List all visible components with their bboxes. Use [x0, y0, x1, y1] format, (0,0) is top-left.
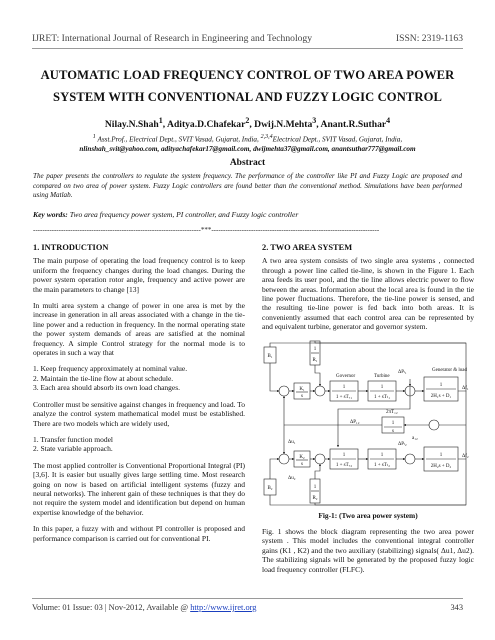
tur1-den: 1 + sTₜ₁ [373, 394, 391, 400]
two-area-paragraph-2: Fig. 1 shows the block diagram representing the two area power system . This model includes the conventional integral controller gains (K1 , K2) and the two auxiliary (stabilizing) signals( Δu1, Δu2). The stabilizing signals will be generated by the proposed fuzzy logic load frequency controller (FLFC). [262, 527, 474, 574]
issn: ISSN: 2319-1163 [395, 33, 463, 44]
author-2-sup: 2 [245, 116, 250, 125]
journal-name: IJRET: International Journal of Research in Engineering and Technology [32, 33, 313, 44]
df1-label: Δf₁ [462, 385, 469, 391]
author-3: Dwij.N.Mehta [254, 119, 313, 131]
author-list: Nilay.N.Shah$^1$, Aditya.D.Chafekar$^2$, Dwij.N.Mehta$^3$, Anant.R.Suthar$^4$ [104, 116, 391, 131]
left-column [33, 243, 245, 550]
page-number: 343 [450, 603, 463, 612]
author-1-sup: 1 [158, 116, 163, 125]
dp12-label: ΔP₁₂ [350, 419, 360, 425]
abstract-heading: Abstract [229, 158, 266, 168]
author-emails[interactable]: nlinshah_svit@yahoo.com, adityachafekar17@gmail.com, dwijmehta37@gmail.com, anantsuthar777@gmail.com [79, 145, 416, 154]
author-4: Anant.R.Suthar [320, 119, 387, 131]
section-divider: ------------------------------------------------------------------------***------------------------------------------------------------------------ [33, 226, 380, 234]
r2-num: 1 [313, 484, 317, 490]
footer-volume [32, 603, 256, 612]
gen2-num: 1 [439, 452, 443, 458]
affil-sup-2: 2,3,4 [260, 134, 273, 140]
r1-num: 1 [313, 346, 317, 352]
section-heading-introduction: 1. INTRODUCTION [33, 243, 109, 252]
intro-paragraph-4: The most applied controller is Conventional Proportional Integral (PI) [3,6]. It is easier but usually gives large settling time. Most research going on now is based on artificial intelligent systems (fuzzy and neural networks). The inherent gain of these techniques is that they do not require the system model and identification but depend on human expertise knowledge of the behavior. [33, 460, 245, 517]
control-strategy-list [33, 364, 245, 392]
list-item: 2. State variable approach. [33, 444, 113, 454]
figure-caption: Fig-1: (Two area power system) [318, 510, 418, 520]
intro-paragraph-3: Controller must be sensitive against changes in frequency and load. To analyze the control system mathematical model must be established. There are two models which are widely used, [33, 399, 245, 428]
tie-s: s [392, 428, 394, 434]
a12-label: a₁₂ [412, 435, 418, 441]
author-2: Aditya.D.Chafekar [167, 119, 246, 131]
df2-label: Δf₂ [462, 453, 469, 459]
tie-line-label: 2πT₁₂ [386, 409, 398, 415]
tur1-num: 1 [380, 384, 384, 390]
r1-label: R₁ [312, 357, 318, 363]
sum-junction-4 [279, 454, 289, 464]
sig1-label: Δu₁ [288, 439, 296, 445]
section-heading-two-area-system: 2. TWO AREA SYSTEM [262, 243, 353, 252]
author-3-sup: 3 [312, 116, 317, 125]
header-rule [32, 48, 463, 49]
affil-sup-1: 1 [92, 134, 96, 140]
r2-label: R₂ [312, 495, 318, 501]
intro-paragraph-1: The main purpose of operating the load frequency control is to keep uniform the frequency changes during the load changes. During the power system operation rotor angle, frequency and active power are the main parameters to change [13] [33, 256, 245, 294]
gov2-den: 1 + sT₇₂ [335, 462, 353, 468]
tie-num: 1 [391, 420, 395, 426]
author-4-sup: 4 [386, 116, 391, 125]
keywords-label: Key words: [33, 210, 68, 219]
sum-junction-5 [315, 454, 325, 464]
footer-rule [32, 598, 463, 599]
keywords [33, 210, 462, 219]
footer-prefix: Volume: 01 Issue: 03 | Nov-2012, Available @ [32, 603, 191, 612]
list-item: 1. Keep frequency approximately at nominal value. [33, 364, 188, 374]
b2-label: B₂ [267, 485, 273, 491]
gov1-num: 1 [342, 384, 346, 390]
gov1-den: 1 + sT₇₁ [335, 394, 353, 400]
k2-s: s [301, 461, 303, 467]
running-header [32, 30, 463, 44]
affil-text-2: Electrical Dept., SVIT Vasad, Gujarat, India, [272, 135, 403, 144]
governor-label: Governor [336, 373, 356, 379]
b1-label: B₁ [267, 353, 273, 359]
two-area-block-diagram [262, 339, 474, 507]
sum-junction-tie [429, 420, 439, 430]
page-footer [32, 603, 463, 612]
intro-paragraph-5: In this paper, a fuzzy with and without PI controller is proposed and performance comparison is carried out for conventional PI. [33, 524, 245, 543]
sum-junction-2 [315, 386, 325, 396]
tur2-den: 1 + sTₜ₂ [373, 462, 391, 468]
gov2-num: 1 [342, 452, 346, 458]
model-list [33, 435, 245, 454]
keywords-text: Two area frequency power system, PI controller, and Fuzzy logic controller [69, 210, 299, 219]
paper-title [20, 64, 475, 108]
affiliations [20, 132, 475, 154]
gen2-den: 2H₂s + D₂ [430, 463, 452, 469]
journal-url-link[interactable]: http://www.ijret.org [190, 603, 257, 612]
dpl2-label: ΔPₗ₂ [398, 441, 407, 447]
list-item: 2. Maintain the tie-line flow at about schedule. [33, 373, 174, 383]
dpl1-label: ΔPₗ₁ [398, 369, 407, 375]
intro-paragraph-2: In multi area system a change of power in one area is met by the increase in generation in all areas associated with a change in the tie-line power and a reduction in frequency. In the normal operating state the power system demands of areas are satisfied at the nominal frequency. A simple Control strategy for the normal mode is to operates in such a way that [33, 301, 245, 358]
affiliation-line [20, 132, 475, 144]
affil-text-1: Asst.Prof., Electrical Dept., SVIT Vasad, Gujarat, India, [97, 135, 259, 144]
sig2-label: Δu₂ [288, 475, 296, 481]
two-area-paragraph-1: A two area system consists of two single area systems , connected through a power line called tie-line, is shown in the Figure 1. Each area feeds its user pool, and the tie line allows electric power to flow between the areas. Information about the local area is found in the tie line power fluctuations. Therefore, the tie-line power is sensed, and the resulting tie-line power is fed back into both areas. It is conveniently assumed that each control area can be represented by and equivalent turbine, generator and governor system. [262, 256, 474, 332]
list-item: 3. Each area should absorb its own load changes. [33, 383, 181, 393]
list-item: 1. Transfer function model [33, 434, 113, 444]
right-column [262, 243, 474, 581]
k1-label: K₁ [299, 386, 305, 392]
tur2-num: 1 [380, 452, 384, 458]
k2-label: K₂ [299, 454, 305, 460]
author-1: Nilay.N.Shah [104, 119, 159, 131]
turbine-label: Turbine [374, 373, 390, 379]
title-line-2: SYSTEM WITH CONVENTIONAL AND FUZZY LOGIC CONTROL [53, 90, 442, 104]
k1-s: s [301, 393, 303, 399]
gen1-den: 2H₁s + D₁ [430, 393, 452, 399]
title-line-1: AUTOMATIC LOAD FREQUENCY CONTROL OF TWO AREA POWER [40, 68, 455, 82]
gen1-num: 1 [439, 382, 443, 388]
gen-load-label: Generator & load [432, 367, 467, 373]
abstract-body: The paper presents the controllers to regulate the system frequency. The performance of the controller like PI and Fuzzy Logic are proposed and compared on two area of power system. Fuzzy Logic controllers are found better than the conventional method. Simulations have been performed using Matlab. [33, 172, 462, 200]
sum-junction-1 [279, 386, 289, 396]
figure-block-diagram [262, 339, 474, 507]
sum-junction-6 [405, 454, 415, 464]
